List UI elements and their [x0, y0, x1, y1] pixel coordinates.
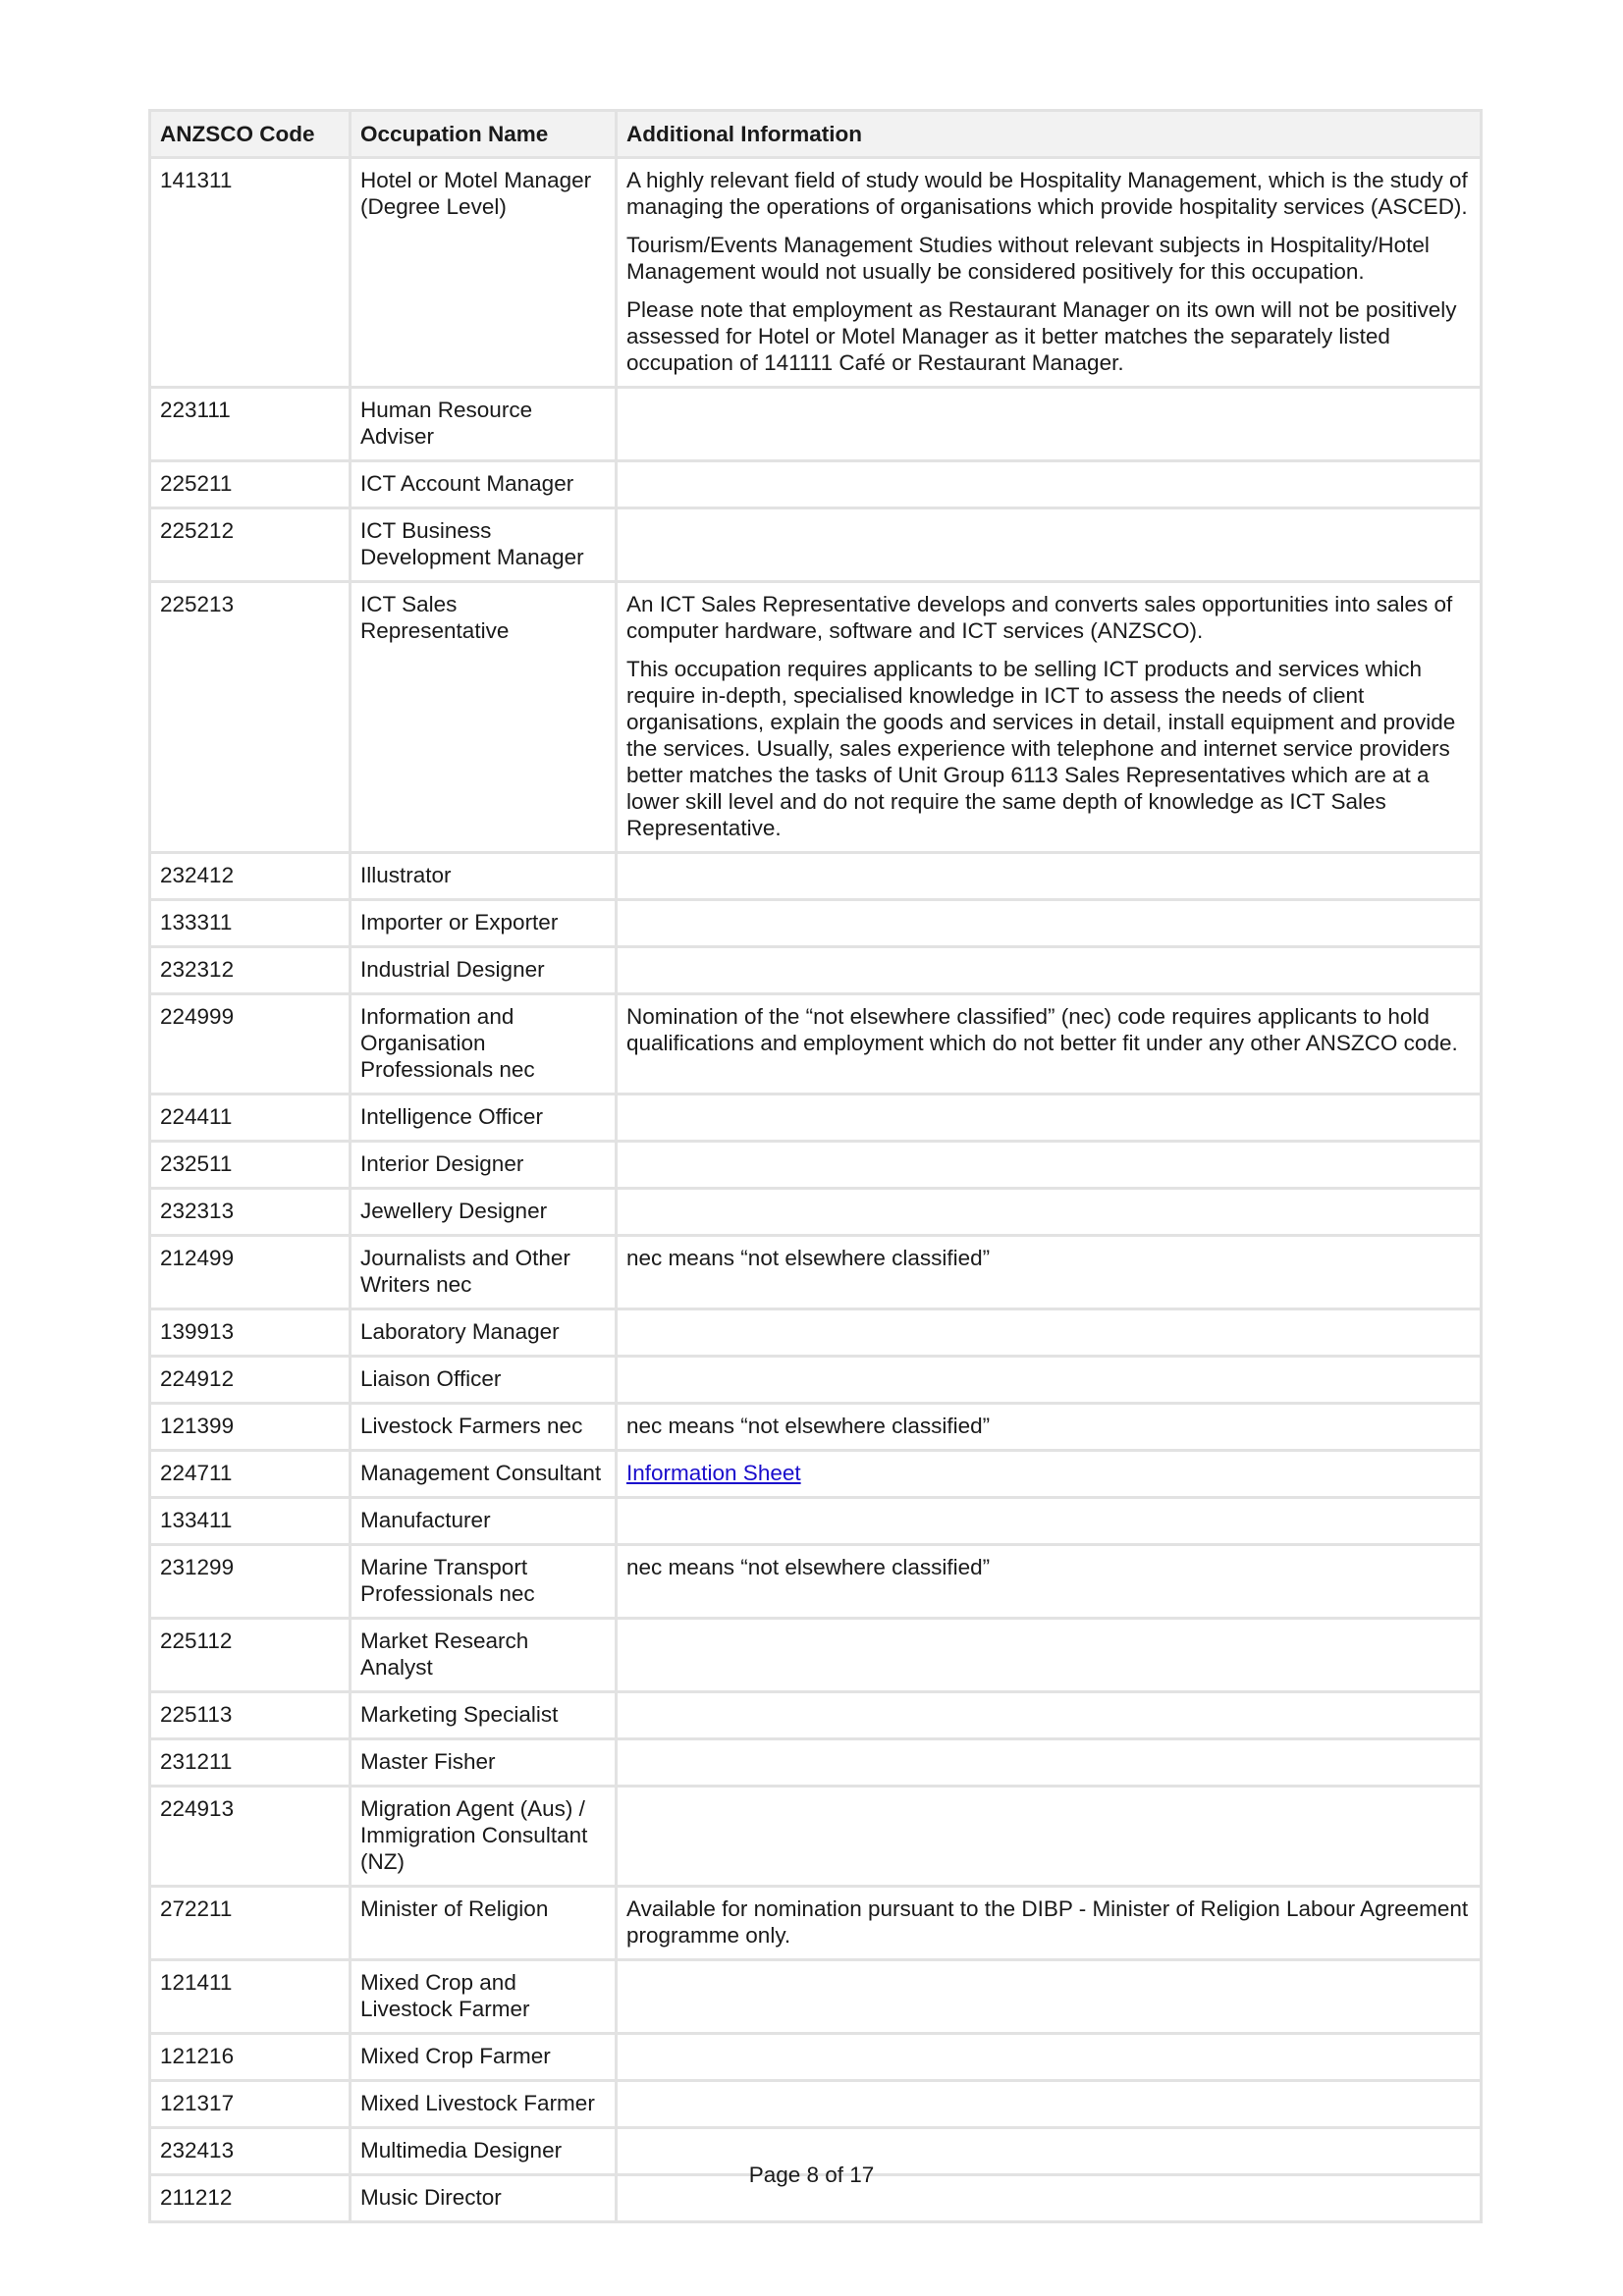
table-row [148, 1355, 1483, 1402]
info-paragraph: Please note that employment as Restaurant Manager on its own will not be positively assessed for Hotel or Motel Manager as it better matches the separately listed occupation of 141111 Café or Restaurant Manager. [626, 297, 1457, 375]
occupation-name-cell: ICT Sales Representative [349, 580, 615, 851]
occupation-name-cell: Industrial Designer [349, 945, 615, 992]
table-row [148, 992, 1483, 1093]
anzsco-code-cell: 224913 [148, 1785, 349, 1885]
occupation-name-cell: Mixed Crop Farmer [349, 2032, 615, 2079]
anzsco-code-cell: 232511 [148, 1140, 349, 1187]
anzsco-code-cell: 232312 [148, 945, 349, 992]
occupation-name-cell: Minister of Religion [349, 1885, 615, 1958]
anzsco-code-cell: 121216 [148, 2032, 349, 2079]
table-row [148, 945, 1483, 992]
additional-info-cell [615, 386, 1483, 459]
table-row [148, 1093, 1483, 1140]
additional-info-cell [615, 1737, 1483, 1785]
occupation-name-cell: Information and Organisation Professionals nec [349, 992, 615, 1093]
anzsco-code-cell: 224912 [148, 1355, 349, 1402]
occupation-table [148, 109, 1483, 2223]
anzsco-code-cell: 139913 [148, 1308, 349, 1355]
occupation-name-cell: Hotel or Motel Manager (Degree Level) [349, 156, 615, 386]
occupation-name-cell: ICT Business Development Manager [349, 507, 615, 580]
table-row [148, 1234, 1483, 1308]
occupation-name-cell: Illustrator [349, 851, 615, 898]
occupation-name-cell: Music Director [349, 2173, 615, 2223]
table-row [148, 851, 1483, 898]
anzsco-code-cell: 121399 [148, 1402, 349, 1449]
table-header-row [148, 109, 1483, 156]
anzsco-code-cell: 133311 [148, 898, 349, 945]
anzsco-code-cell: 231211 [148, 1737, 349, 1785]
table-row [148, 459, 1483, 507]
additional-info-cell [615, 851, 1483, 898]
additional-info-cell [615, 992, 1483, 1093]
table-row [148, 1496, 1483, 1543]
table-row [148, 1690, 1483, 1737]
additional-info-cell [615, 1690, 1483, 1737]
additional-info-cell [615, 1449, 1483, 1496]
anzsco-code-cell: 232412 [148, 851, 349, 898]
anzsco-code-cell: 141311 [148, 156, 349, 386]
info-paragraph: Available for nomination pursuant to the DIBP - Minister of Religion Labour Agreement programme only. [626, 1896, 1469, 1948]
additional-info-cell [615, 507, 1483, 580]
table-row [148, 1402, 1483, 1449]
additional-info-cell [615, 580, 1483, 851]
occupation-name-cell: Jewellery Designer [349, 1187, 615, 1234]
table-row [148, 1308, 1483, 1355]
occupation-name-cell: Migration Agent (Aus) / Immigration Consultant (NZ) [349, 1785, 615, 1885]
anzsco-code-cell: 231299 [148, 1543, 349, 1617]
table-row [148, 898, 1483, 945]
occupation-name-cell: ICT Account Manager [349, 459, 615, 507]
occupation-name-cell: Mixed Crop and Livestock Farmer [349, 1958, 615, 2032]
additional-info-cell [615, 1402, 1483, 1449]
additional-info-cell [615, 1308, 1483, 1355]
occupation-name-cell: Intelligence Officer [349, 1093, 615, 1140]
additional-info-cell [615, 1543, 1483, 1617]
anzsco-code-cell: 224999 [148, 992, 349, 1093]
occupation-name-cell: Marketing Specialist [349, 1690, 615, 1737]
occupation-name-cell: Mixed Livestock Farmer [349, 2079, 615, 2126]
table-row [148, 1543, 1483, 1617]
anzsco-code-cell: 211212 [148, 2173, 349, 2223]
table-row [148, 507, 1483, 580]
additional-info-cell [615, 2079, 1483, 2126]
additional-info-cell [615, 945, 1483, 992]
anzsco-code-cell: 272211 [148, 1885, 349, 1958]
occupation-name-cell: Multimedia Designer [349, 2126, 615, 2173]
column-header-additional-info: Additional Information [615, 109, 1483, 156]
occupation-name-cell: Interior Designer [349, 1140, 615, 1187]
table-row [148, 580, 1483, 851]
table-row [148, 386, 1483, 459]
table-row [148, 1140, 1483, 1187]
occupation-name-cell: Manufacturer [349, 1496, 615, 1543]
anzsco-code-cell: 224711 [148, 1449, 349, 1496]
additional-info-cell [615, 1187, 1483, 1234]
occupation-name-cell: Liaison Officer [349, 1355, 615, 1402]
anzsco-code-cell: 133411 [148, 1496, 349, 1543]
table-body [148, 156, 1483, 2223]
additional-info-cell [615, 459, 1483, 507]
info-paragraph: nec means “not elsewhere classified” [626, 1414, 991, 1438]
occupation-name-cell: Human Resource Adviser [349, 386, 615, 459]
column-header-code: ANZSCO Code [148, 109, 349, 156]
table-row [148, 2032, 1483, 2079]
table-row [148, 1958, 1483, 2032]
table-row [148, 1449, 1483, 1496]
additional-info-cell [615, 898, 1483, 945]
anzsco-code-cell: 212499 [148, 1234, 349, 1308]
additional-info-cell [615, 2032, 1483, 2079]
information-sheet-link[interactable]: Information Sheet [626, 1461, 801, 1485]
table-row [148, 1737, 1483, 1785]
additional-info-cell [615, 1885, 1483, 1958]
info-paragraph: An ICT Sales Representative develops and converts sales opportunities into sales of computer hardware, software and ICT services (ANZSCO). [626, 592, 1453, 643]
additional-info-cell [615, 1785, 1483, 1885]
table-row [148, 156, 1483, 386]
column-header-occupation: Occupation Name [349, 109, 615, 156]
table-row [148, 1785, 1483, 1885]
info-paragraph: Nomination of the “not elsewhere classified” (nec) code requires applicants to hold qualifications and employment which do not better fit under any other ANSZCO code. [626, 1004, 1458, 1055]
anzsco-code-cell: 232413 [148, 2126, 349, 2173]
occupation-name-cell: Master Fisher [349, 1737, 615, 1785]
info-paragraph: nec means “not elsewhere classified” [626, 1246, 991, 1270]
additional-info-cell [615, 1496, 1483, 1543]
additional-info-cell [615, 1617, 1483, 1690]
occupation-name-cell: Journalists and Other Writers nec [349, 1234, 615, 1308]
occupation-name-cell: Laboratory Manager [349, 1308, 615, 1355]
anzsco-code-cell: 225213 [148, 580, 349, 851]
table-row [148, 1187, 1483, 1234]
additional-info-cell [615, 156, 1483, 386]
anzsco-code-cell: 223111 [148, 386, 349, 459]
additional-info-cell [615, 1234, 1483, 1308]
info-paragraph: nec means “not elsewhere classified” [626, 1555, 991, 1579]
additional-info-cell [615, 1093, 1483, 1140]
page-number: Page 8 of 17 [748, 2163, 875, 2187]
anzsco-code-cell: 225212 [148, 507, 349, 580]
anzsco-code-cell: 224411 [148, 1093, 349, 1140]
anzsco-code-cell: 232313 [148, 1187, 349, 1234]
additional-info-cell [615, 1140, 1483, 1187]
occupation-name-cell: Market Research Analyst [349, 1617, 615, 1690]
occupation-name-cell: Management Consultant [349, 1449, 615, 1496]
occupation-name-cell: Marine Transport Professionals nec [349, 1543, 615, 1617]
anzsco-code-cell: 225113 [148, 1690, 349, 1737]
anzsco-code-cell: 121411 [148, 1958, 349, 2032]
additional-info-cell [615, 1355, 1483, 1402]
anzsco-code-cell: 121317 [148, 2079, 349, 2126]
table-row [148, 1885, 1483, 1958]
anzsco-code-cell: 225211 [148, 459, 349, 507]
anzsco-code-cell: 225112 [148, 1617, 349, 1690]
occupation-name-cell: Livestock Farmers nec [349, 1402, 615, 1449]
info-paragraph: This occupation requires applicants to be selling ICT products and services which require in-depth, specialised knowledge in ICT to assess the needs of client organisations, explain the goods and services in detail, install equipment and provide the services. Usually, sales experience with telephone and internet service providers better matches the tasks of Unit Group 6113 Sales Representatives which are at a lower skill level and do not require the same depth of knowledge as ICT Sales Representative. [626, 657, 1456, 840]
additional-info-cell [615, 1958, 1483, 2032]
info-paragraph: A highly relevant field of study would be Hospitality Management, which is the study of managing the operations of organisations which provide hospitality services (ASCED). [626, 168, 1468, 219]
info-paragraph: Tourism/Events Management Studies without relevant subjects in Hospitality/Hotel Management would not usually be considered positively for this occupation. [626, 233, 1430, 284]
table-row [148, 1617, 1483, 1690]
table-row [148, 2079, 1483, 2126]
occupation-name-cell: Importer or Exporter [349, 898, 615, 945]
